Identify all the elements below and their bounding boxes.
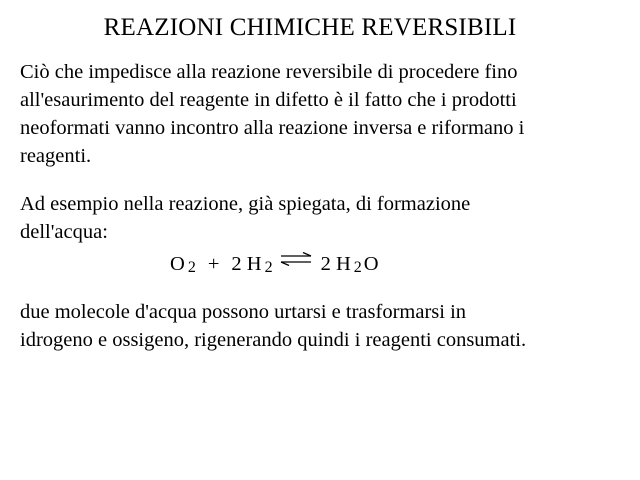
equation-subscript: 2 xyxy=(353,259,362,276)
text-line: due molecole d'acqua possono urtarsi e trasformarsi in xyxy=(20,301,467,323)
equation-subscript: 2 xyxy=(264,259,273,276)
text-line: dell'acqua: xyxy=(20,221,108,243)
text-line: reagenti. xyxy=(20,145,92,167)
paragraph-example-intro xyxy=(20,190,620,246)
paragraph-water-decomposition xyxy=(20,298,620,354)
equation-water-oxygen: O xyxy=(363,253,379,275)
text-line: all'esaurimento del reagente in difetto è il fatto che i prodotti xyxy=(20,89,517,111)
text-line: idrogeno e ossigeno, rigenerando quindi i reagenti consumati. xyxy=(20,329,527,351)
chemical-equation xyxy=(170,250,379,280)
equation-plus: + xyxy=(207,253,220,275)
equilibrium-arrow-icon xyxy=(279,252,313,266)
equation-subscript: 2 xyxy=(187,259,196,276)
equation-water-coefficient: 2 H xyxy=(320,253,351,275)
text-line: Ciò che impedisce alla reazione reversibile di procedere fino xyxy=(20,61,518,83)
equation-oxygen: O xyxy=(170,253,185,275)
paragraph-reversible-explanation xyxy=(20,58,620,170)
slide-title: REAZIONI CHIMICHE REVERSIBILI xyxy=(103,14,517,41)
equation-hydrogen: 2 H xyxy=(231,253,262,275)
text-line: Ad esempio nella reazione, già spiegata, di formazione xyxy=(20,193,471,215)
text-line: neoformati vanno incontro alla reazione inversa e riformano i xyxy=(20,117,525,139)
